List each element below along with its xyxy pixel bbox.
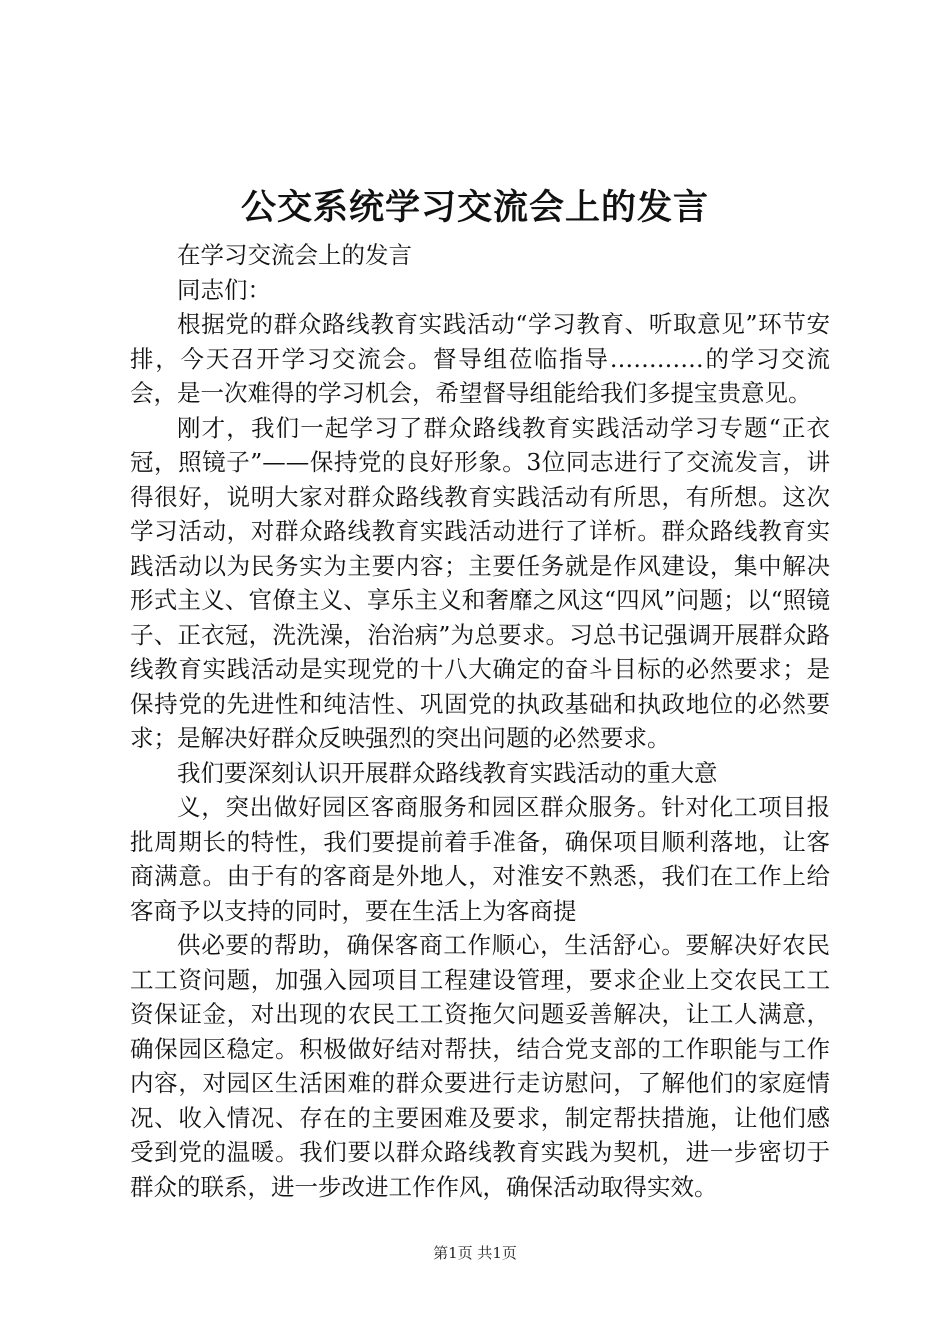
document-body (130, 238, 830, 1204)
paragraph-3: 我们要深刻认识开展群众路线教育实践活动的重大意 (177, 758, 718, 787)
paragraph-5: 供必要的帮助，确保客商工作顺心，生活舒心。要解决好农民工工资问题，加强入园项目工程建设管理，要求企业上交农民工工资保证金，对出现的农民工工资拖欠问题妥善解决，让工人满意，确保园区稳定。积极做好结对帮扶，结合党支部的工作职能与工作内容，对园区生活困难的群众要进行走访慰问，了解他们的家庭情况、收入情况、存在的主要困难及要求，制定帮扶措施，让他们感受到党的温暖。我们要以群众路线教育实践为契机，进一步密切于群众的联系，进一步改进工作作风，确保活动取得实效。 (130, 931, 830, 1201)
document-title: 公交系统学习交流会上的发言 (240, 187, 709, 228)
paragraph-2: 刚才，我们一起学习了群众路线教育实践活动学习专题“正衣冠，照镜子”——保持党的良好形象。3位同志进行了交流发言，讲得很好，说明大家对群众路线教育实践活动有所思，有所想。这次学习活动，对群众路线教育实践活动进行了详析。群众路线教育实践活动以为民务实为主要内容；主要任务就是作风建设，集中解决形式主义、官僚主义、享乐主义和奢靡之风这“四风”问题；以“照镜子、正衣冠，洗洗澡，治治病”为总要求。习总书记强调开展群众路线教育实践活动是实现党的十八大确定的奋斗目标的必然要求；是保持党的先进性和纯洁性、巩固党的执政基础和执政地位的必然要求；是解决好群众反映强烈的突出问题的必然要求。 (130, 413, 830, 752)
paragraph-salutation: 同志们： (177, 275, 271, 304)
paragraph-4: 义，突出做好园区客商服务和园区群众服务。针对化工项目报批周期长的特性，我们要提前着手准备，确保项目顺利落地，让客商满意。由于有的客商是外地人，对淮安不熟悉，我们在工作上给客商予以支持的同时，要在生活上为客商提 (130, 793, 830, 925)
paragraph-subtitle: 在学习交流会上的发言 (177, 241, 412, 269)
paragraph-1: 根据党的群众路线教育实践活动“学习教育、听取意见”环节安排，今天召开学习交流会。督导组莅临指导…………的学习交流会，是一次难得的学习机会，希望督导组能给我们多提宝贵意见。 (130, 310, 830, 407)
page-number-footer: 第1页 共1页 (433, 1244, 517, 1262)
